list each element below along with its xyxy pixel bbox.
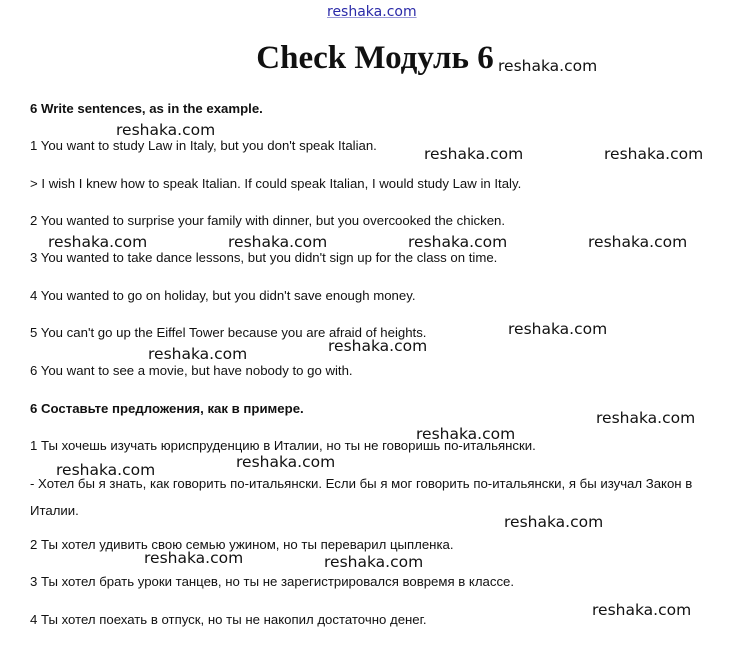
watermark-stamp: reshaka.com [588, 233, 688, 251]
english-section-heading: 6 Write sentences, as in the example. [30, 101, 263, 116]
watermark-stamp: reshaka.com [604, 145, 704, 163]
english-item: 5 You can't go up the Eiffel Tower because you are afraid of heights. [30, 325, 427, 340]
watermark-stamp: reshaka.com [424, 145, 524, 163]
watermark-stamp: reshaka.com [592, 601, 692, 619]
top-watermark-link[interactable]: reshaka.com [327, 4, 417, 20]
russian-item: 4 Ты хотел поехать в отпуск, но ты не накопил достаточно денег. [30, 612, 427, 627]
english-item: 3 You wanted to take dance lessons, but you didn't sign up for the class on time. [30, 250, 498, 265]
page-title: Check Модуль 6 [256, 40, 494, 76]
english-item: > I wish I knew how to speak Italian. If could speak Italian, I would study Law in Italy. [30, 176, 522, 191]
russian-item: 3 Ты хотел брать уроки танцев, но ты не зарегистрировался вовремя в классе. [30, 574, 515, 589]
watermark-stamp: reshaka.com [324, 553, 424, 571]
english-item: 2 You wanted to surprise your family with dinner, but you overcooked the chicken. [30, 213, 506, 228]
watermark-stamp: reshaka.com [504, 513, 604, 531]
russian-item: - Хотел бы я знать, как говорить по-итальянски. Если бы я мог говорить по-итальянски, я бы изучал Закон в Италии. [30, 476, 693, 518]
russian-item: 2 Ты хотел удивить свою семью ужином, но ты переварил цыпленка. [30, 537, 454, 552]
watermark-stamp: reshaka.com [328, 337, 428, 355]
watermark-stamp: reshaka.com [408, 233, 508, 251]
russian-item: 1 Ты хочешь изучать юриспруденцию в Италии, но ты не говоришь по-итальянски. [30, 438, 536, 453]
watermark-stamp: reshaka.com [498, 57, 598, 75]
watermark-stamp: reshaka.com [48, 233, 148, 251]
watermark-stamp: reshaka.com [236, 453, 336, 471]
english-item: 4 You wanted to go on holiday, but you didn't save enough money. [30, 288, 416, 303]
russian-section-heading: 6 Составьте предложения, как в примере. [30, 401, 304, 416]
watermark-stamp: reshaka.com [116, 121, 216, 139]
watermark-stamp: reshaka.com [148, 345, 248, 363]
watermark-stamp: reshaka.com [416, 425, 516, 443]
watermark-stamp: reshaka.com [56, 461, 156, 479]
english-item: 6 You want to see a movie, but have nobody to go with. [30, 363, 353, 378]
watermark-stamp: reshaka.com [596, 409, 696, 427]
watermark-stamp: reshaka.com [144, 549, 244, 567]
english-item: 1 You want to study Law in Italy, but you don't speak Italian. [30, 138, 377, 153]
watermark-stamp: reshaka.com [508, 320, 608, 338]
watermark-stamp: reshaka.com [228, 233, 328, 251]
